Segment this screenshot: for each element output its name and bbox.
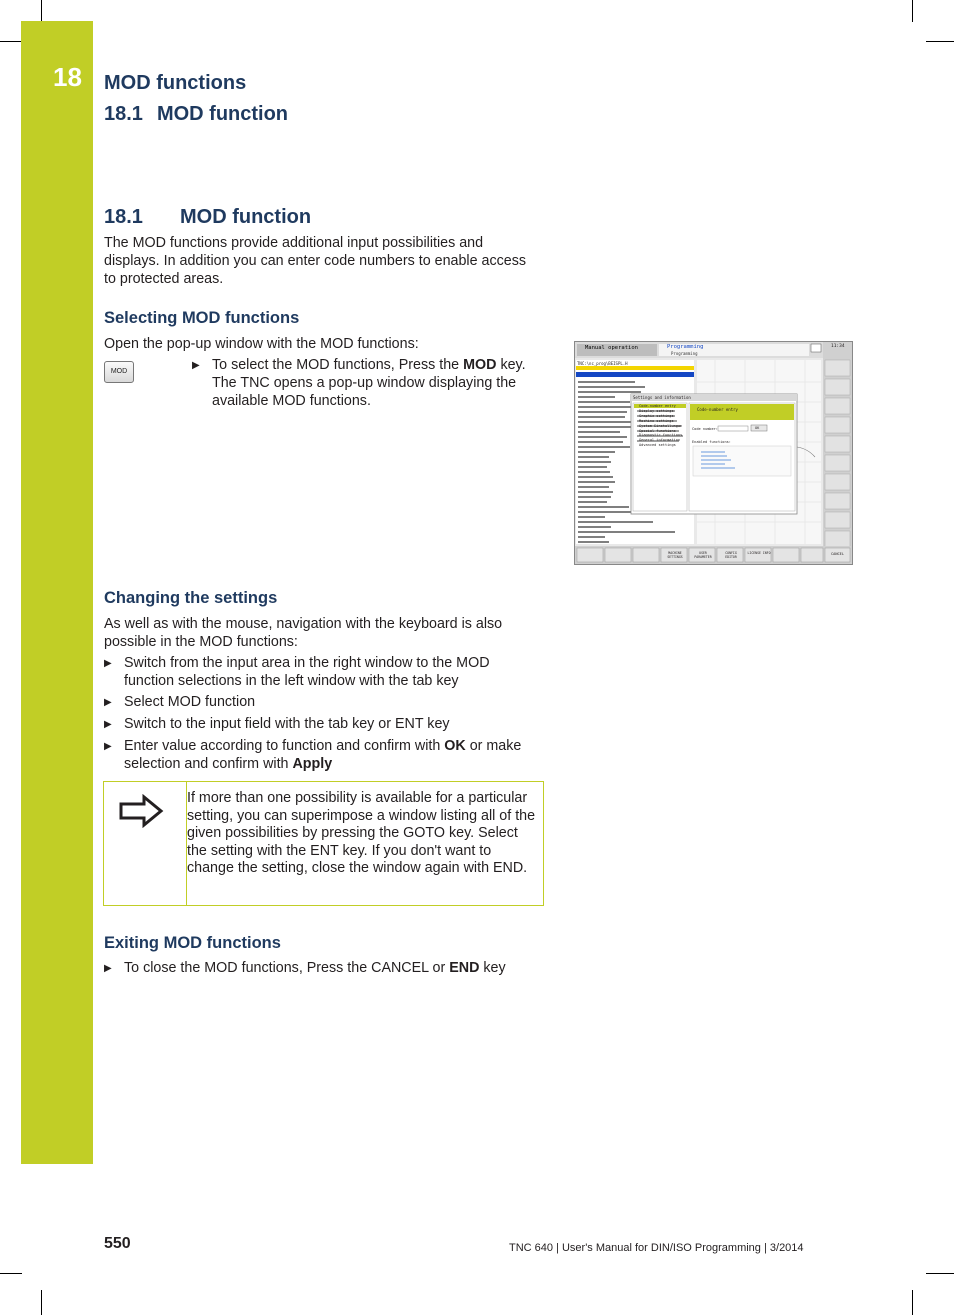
crop-mark xyxy=(41,0,42,22)
chapter-title: MOD functions xyxy=(104,72,247,94)
crop-mark xyxy=(912,0,913,22)
bullet-triangle-icon: ▶ xyxy=(104,963,112,974)
menu-item[interactable]: Code-number entry xyxy=(639,404,676,408)
softkey-cancel[interactable]: CANCEL xyxy=(831,552,844,556)
crop-mark xyxy=(41,1290,42,1315)
bullet-triangle-icon: ▶ xyxy=(104,741,112,752)
bullet-triangle-icon: ▶ xyxy=(104,719,112,730)
intro-paragraph: The MOD functions provide additional input possibilities and displays. In addition you can enter code numbers to enable access to protected areas. xyxy=(104,235,527,287)
changing-heading: Changing the settings xyxy=(104,589,278,607)
crop-mark xyxy=(0,41,22,42)
menu-item[interactable]: System Einstellungen xyxy=(639,423,683,428)
page-number: 550 xyxy=(104,1235,131,1252)
menu-item[interactable]: Advanced settings xyxy=(639,443,676,448)
running-section-header: 18.1 MOD function xyxy=(104,103,289,125)
crop-mark xyxy=(912,1290,913,1315)
mod-key-icon: MOD xyxy=(104,361,134,383)
softkey-machine[interactable]: MACHINE SETTINGS xyxy=(667,551,683,559)
crop-mark xyxy=(926,41,954,42)
file-path: TNC:\nc_prog\BEISPL.H xyxy=(577,361,628,366)
selecting-heading: Selecting MOD functions xyxy=(104,309,300,327)
menu-item[interactable]: Machine settings xyxy=(639,418,674,423)
menu-item[interactable]: General information xyxy=(639,438,681,443)
code-title: Code-number entry xyxy=(697,407,738,412)
enabled-label: Enabled functions: xyxy=(692,440,731,444)
mode-manual-label: Manual operation xyxy=(585,345,638,351)
softkey-license[interactable]: LICENSE INFO xyxy=(747,551,771,555)
changing-lead: As well as with the mouse, navigation with the keyboard is also possible in the MOD functions: xyxy=(104,616,503,650)
chapter-sidebar xyxy=(21,21,93,1164)
bullet-triangle-icon: ▶ xyxy=(104,697,112,708)
crop-mark xyxy=(926,1273,954,1274)
menu-item[interactable]: Special functions xyxy=(639,428,676,433)
mode-programming-label: Programming xyxy=(667,344,704,350)
bullet-triangle-icon: ▶ xyxy=(192,360,200,371)
softkey-config-editor[interactable]: CONFIG EDITOR xyxy=(725,551,737,559)
section-title: 18.1 MOD function xyxy=(104,206,312,228)
crop-mark xyxy=(0,1273,22,1274)
settings-menu xyxy=(639,404,682,448)
exiting-heading: Exiting MOD functions xyxy=(104,934,281,952)
note-text: If more than one possibility is available for a particular setting, you can superimpose a window listing all of the given possibilities by pressing the GOTO key. Select the setting with the ENT key. If you don't want to change the setting, close the window again with END. xyxy=(187,790,536,877)
bullet-triangle-icon: ▶ xyxy=(104,658,112,669)
code-label: Code number: xyxy=(692,427,718,431)
mode-programming-sub: Programming xyxy=(671,351,698,356)
note-arrow-icon xyxy=(118,794,164,828)
menu-item[interactable]: Diagnostic functions xyxy=(639,433,683,438)
footer-text: TNC 640 | User's Manual for DIN/ISO Programming | 3/2014 xyxy=(509,1242,804,1254)
settings-title: Settings and information xyxy=(633,395,691,400)
clock: 11:34 xyxy=(831,344,845,349)
note-box xyxy=(103,781,544,906)
chapter-number: 18 xyxy=(53,62,82,92)
menu-item[interactable]: Graphic settings xyxy=(639,413,674,418)
menu-item[interactable]: Display settings xyxy=(639,408,674,413)
tnc-screenshot xyxy=(574,341,853,565)
ok-button[interactable]: OK xyxy=(755,426,760,430)
softkey-user-parameter[interactable]: USER PARAMETER xyxy=(694,551,712,559)
selecting-lead: Open the pop-up window with the MOD functions: xyxy=(104,336,419,352)
